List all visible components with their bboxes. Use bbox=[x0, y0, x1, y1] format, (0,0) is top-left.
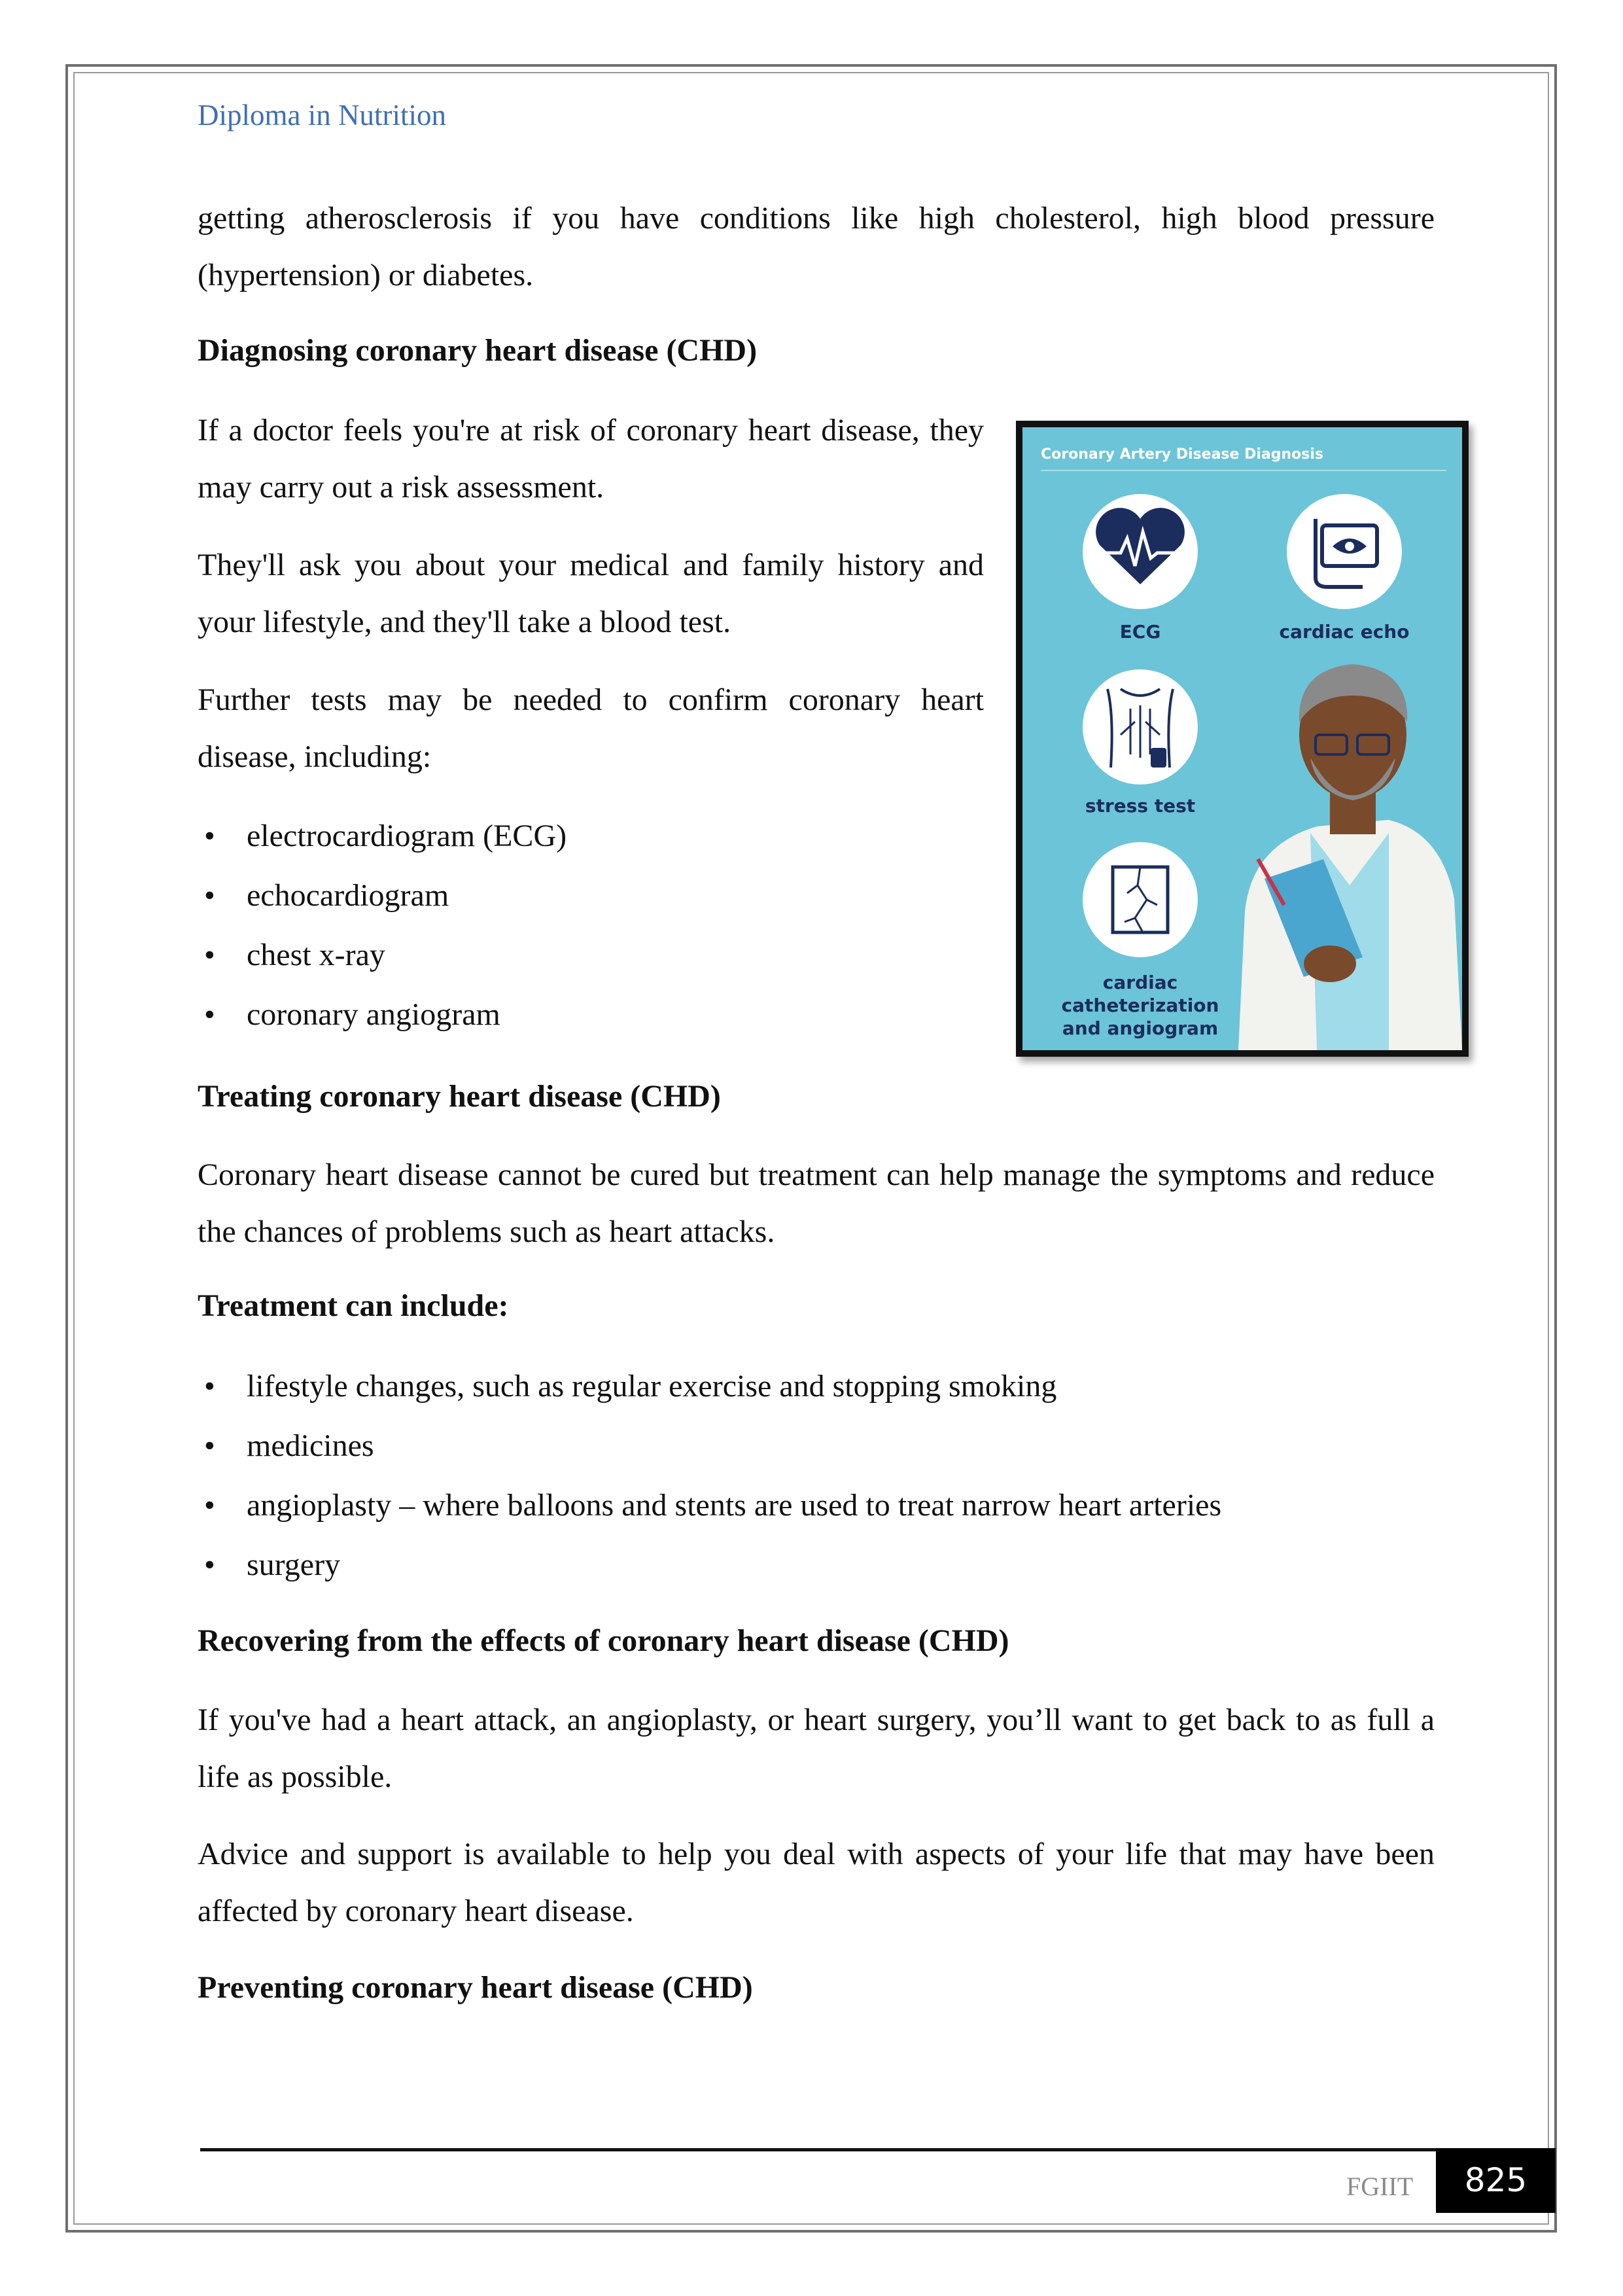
intro-paragraph: getting atherosclerosis if you have conditions like high cholesterol, high blood pressure (hypertension) or diabetes. bbox=[198, 201, 1435, 292]
page-number: 825 bbox=[1436, 2148, 1556, 2213]
heading-diagnosing: Diagnosing coronary heart disease (CHD) bbox=[198, 333, 758, 368]
treatment-list bbox=[198, 1356, 1221, 1595]
list-item: • medicines bbox=[204, 1428, 374, 1463]
cath-label-line2: catheterization bbox=[1061, 995, 1219, 1016]
infographic-canvas bbox=[1022, 427, 1462, 1050]
diagnosing-paragraph-2: They'll ask you about your medical and family history and your lifestyle, and they'll take a blood test. bbox=[198, 548, 984, 639]
list-item: • lifestyle changes, such as regular exercise and stopping smoking bbox=[204, 1369, 1057, 1404]
diagnostic-tests-list bbox=[198, 806, 567, 1044]
heading-recovering: Recovering from the effects of coronary heart disease (CHD) bbox=[198, 1623, 1009, 1658]
cad-diagnosis-infographic bbox=[1016, 421, 1469, 1057]
list-item: • echocardiogram bbox=[204, 878, 449, 913]
list-item: • surgery bbox=[204, 1547, 341, 1582]
cath-label-line1: cardiac bbox=[1102, 972, 1178, 993]
recovering-paragraph-2: Advice and support is available to help you deal with aspects of your life that may have been affected by coronary heart disease. bbox=[198, 1837, 1435, 1928]
hand bbox=[1304, 945, 1356, 982]
footer-rule bbox=[200, 2148, 1556, 2151]
cath-circle bbox=[1083, 842, 1198, 957]
running-header: Diploma in Nutrition bbox=[198, 99, 446, 132]
stress-label: stress test bbox=[1085, 795, 1196, 817]
list-item: • coronary angiogram bbox=[204, 997, 500, 1032]
diagnosing-paragraph-1: If a doctor feels you're at risk of coronary heart disease, they may carry out a risk assessment. bbox=[198, 413, 984, 504]
echo-label: cardiac echo bbox=[1279, 621, 1410, 643]
recovering-paragraph-1: If you've had a heart attack, an angioplasty, or heart surgery, you’ll want to get back to as full a life as possible. bbox=[198, 1703, 1435, 1794]
ecg-label: ECG bbox=[1119, 621, 1161, 643]
holter-device-icon bbox=[1151, 748, 1166, 768]
footer-org: FGIIT bbox=[1346, 2172, 1414, 2201]
treating-paragraph: Coronary heart disease cannot be cured but treatment can help manage the symptoms and reduce the chances of problems such as heart attacks. bbox=[198, 1157, 1435, 1249]
infographic-title: Coronary Artery Disease Diagnosis bbox=[1041, 446, 1323, 463]
heading-treating: Treating coronary heart disease (CHD) bbox=[198, 1079, 721, 1114]
list-item: • electrocardiogram (ECG) bbox=[204, 819, 567, 853]
diagnosing-paragraph-3: Further tests may be needed to confirm coronary heart disease, including: bbox=[198, 682, 984, 774]
list-item: • chest x-ray bbox=[204, 938, 385, 972]
heading-treatment-include: Treatment can include: bbox=[198, 1288, 509, 1323]
heading-preventing: Preventing coronary heart disease (CHD) bbox=[198, 1970, 753, 2005]
cath-label-line3: and angiogram bbox=[1062, 1017, 1219, 1039]
list-item: • angioplasty – where balloons and stents are used to treat narrow heart arteries bbox=[204, 1488, 1222, 1523]
